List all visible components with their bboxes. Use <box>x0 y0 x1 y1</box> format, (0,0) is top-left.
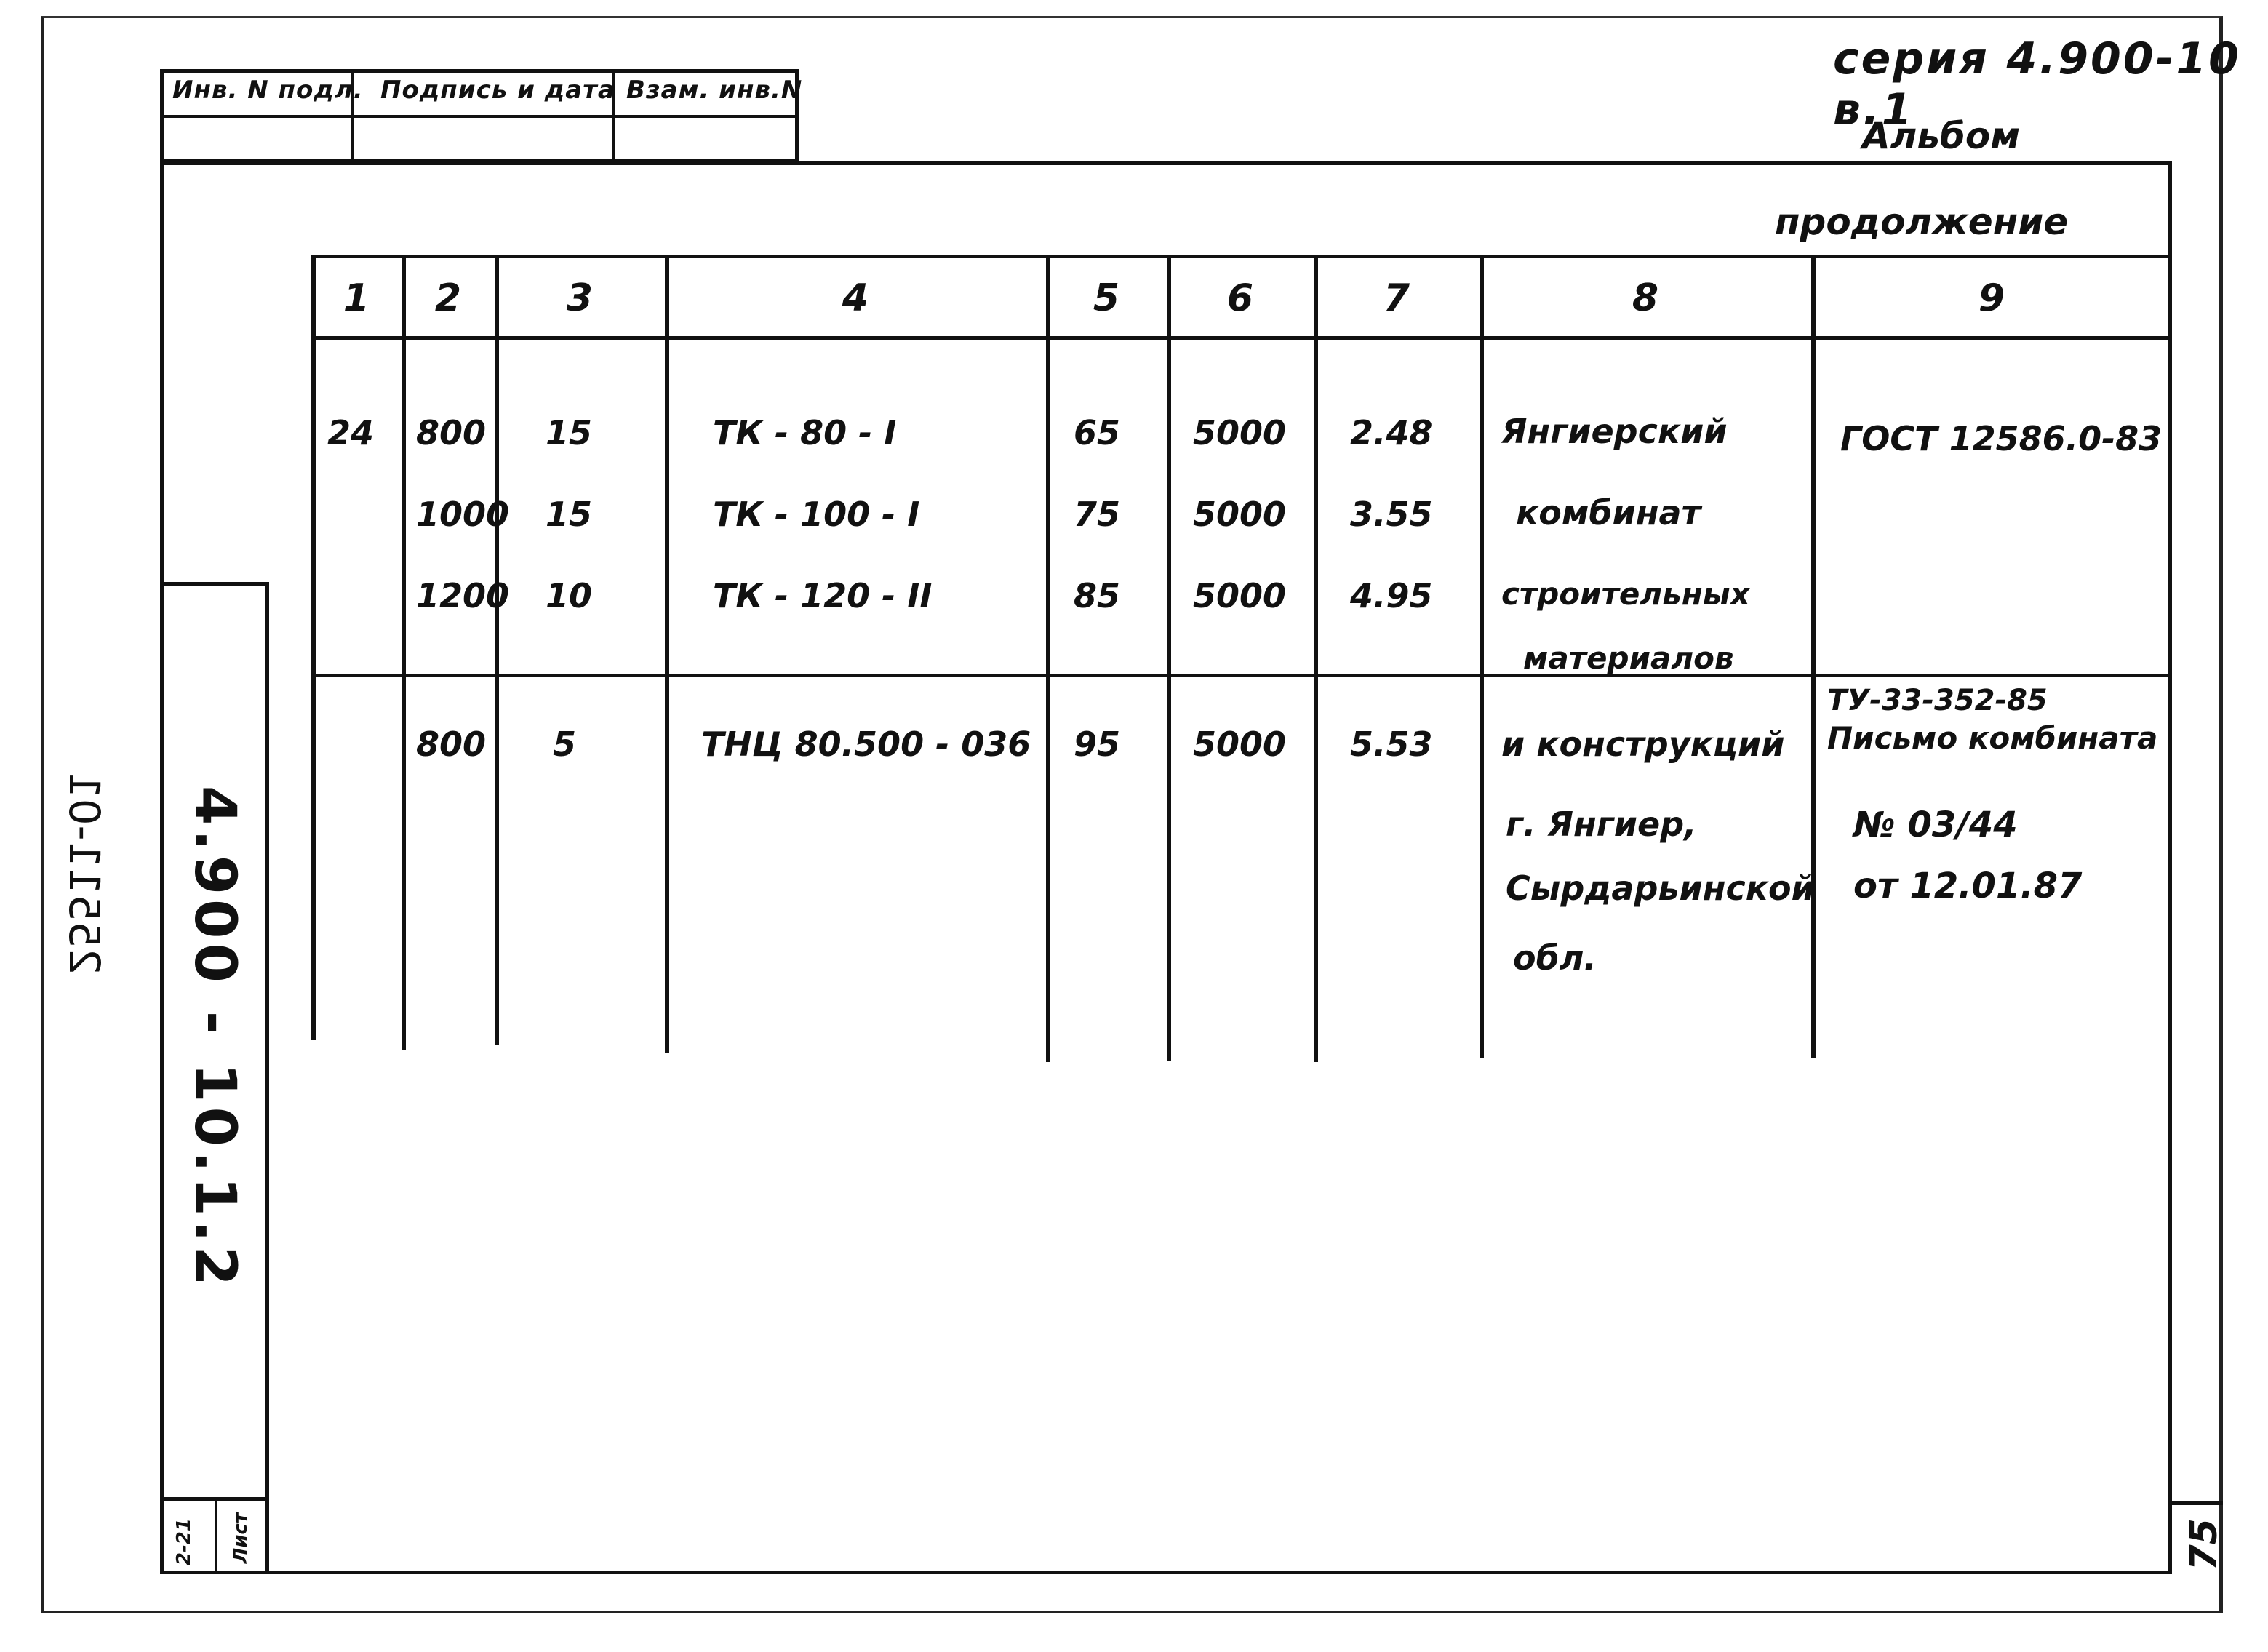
standard-letter: Письмо комбината <box>1827 720 2158 756</box>
manufacturer-line-1: Янгиерский <box>1501 412 1728 451</box>
col-header-4: 4 <box>842 276 869 320</box>
row3-col3: 10 <box>546 576 593 615</box>
manufacturer-line-3: строительных <box>1501 576 1750 612</box>
col-header-3: 3 <box>566 276 594 320</box>
sheet-label: Лист <box>230 1512 252 1564</box>
approval-stamp <box>160 69 803 162</box>
standard-tu: ТУ-33-352-85 <box>1827 684 2048 717</box>
col-header-6: 6 <box>1226 276 1254 320</box>
col-header-1: 1 <box>343 276 370 320</box>
table-row-divider <box>311 674 2172 677</box>
col-line-6 <box>1314 255 1318 1062</box>
row3-col5: 85 <box>1074 576 1121 615</box>
row1-col1: 24 <box>327 413 375 452</box>
row1-col5: 65 <box>1074 413 1121 452</box>
col-line-5 <box>1167 255 1171 1061</box>
manufacturer-line-2: комбинат <box>1516 493 1701 532</box>
row1-col7: 2.48 <box>1350 413 1433 452</box>
margin-archive-code: 25511-01 <box>60 771 109 975</box>
row1-col3: 15 <box>546 413 593 452</box>
row2-col4: ТК - 100 - I <box>713 495 920 534</box>
continuation-label: продолжение <box>1775 201 2069 243</box>
manufacturer-line-4: материалов <box>1523 640 1734 676</box>
col-header-8: 8 <box>1632 276 1659 320</box>
row4-col5: 95 <box>1074 725 1121 764</box>
row4-col6: 5000 <box>1193 725 1287 764</box>
album-label: Альбом <box>1862 115 2021 157</box>
standard-letter-number: № 03/44 <box>1853 805 2018 845</box>
document-code: 4.900 - 10.1.2 <box>182 786 247 1290</box>
col-header-9: 9 <box>1978 276 2005 320</box>
row3-col7: 4.95 <box>1350 576 1433 615</box>
row1-col4: ТК - 80 - I <box>713 413 897 452</box>
row2-col6: 5000 <box>1193 495 1287 534</box>
manufacturer-line-5: и конструкций <box>1501 725 1785 764</box>
col-header-2: 2 <box>434 276 462 320</box>
page-number-box <box>2172 1501 2226 1577</box>
row4-col2: 800 <box>416 725 487 764</box>
manufacturer-line-6: г. Янгиер, <box>1506 805 1697 844</box>
page-number: 75 <box>2182 1518 2226 1571</box>
row2-col5: 75 <box>1074 495 1121 534</box>
row4-col4: ТНЦ 80.500 - 036 <box>701 725 1031 764</box>
row1-col2: 800 <box>416 413 487 452</box>
standard-gost: ГОСТ 12586.0-83 <box>1840 419 2163 458</box>
row1-col6: 5000 <box>1193 413 1287 452</box>
col-header-5: 5 <box>1093 276 1120 320</box>
col-line-1 <box>402 255 406 1050</box>
row2-col7: 3.55 <box>1350 495 1433 534</box>
row4-col7: 5.53 <box>1350 725 1433 764</box>
col-line-4 <box>1046 255 1050 1062</box>
row3-col6: 5000 <box>1193 576 1287 615</box>
manufacturer-line-7: Сырдарьинской <box>1506 869 1815 908</box>
manufacturer-line-8: обл. <box>1513 938 1597 978</box>
col-line-2 <box>495 255 499 1045</box>
row4-col3: 5 <box>553 725 577 764</box>
stamp-inv-label: Инв. N подл. <box>172 76 364 105</box>
stamp-signature-label: Подпись и дата <box>380 76 615 105</box>
table-header-line <box>311 336 2172 340</box>
stamp-replace-label: Взам. инв.N <box>626 76 803 105</box>
sheet-box <box>160 1497 269 1574</box>
standard-letter-date: от 12.01.87 <box>1853 866 2083 906</box>
col-line-8 <box>1811 255 1816 1058</box>
col-line-7 <box>1480 255 1484 1058</box>
row3-col4: ТК - 120 - II <box>713 576 933 615</box>
col-line-3 <box>665 255 669 1053</box>
row3-col2: 1200 <box>416 576 510 615</box>
row2-col3: 15 <box>546 495 593 534</box>
table-top-line <box>311 255 2172 258</box>
sheet-number: 2-21 <box>173 1518 195 1566</box>
series-label: серия 4.900-10 в.1 <box>1833 33 2241 135</box>
row2-col2: 1000 <box>416 495 510 534</box>
col-header-7: 7 <box>1383 276 1410 320</box>
col-line-0 <box>311 255 316 1040</box>
